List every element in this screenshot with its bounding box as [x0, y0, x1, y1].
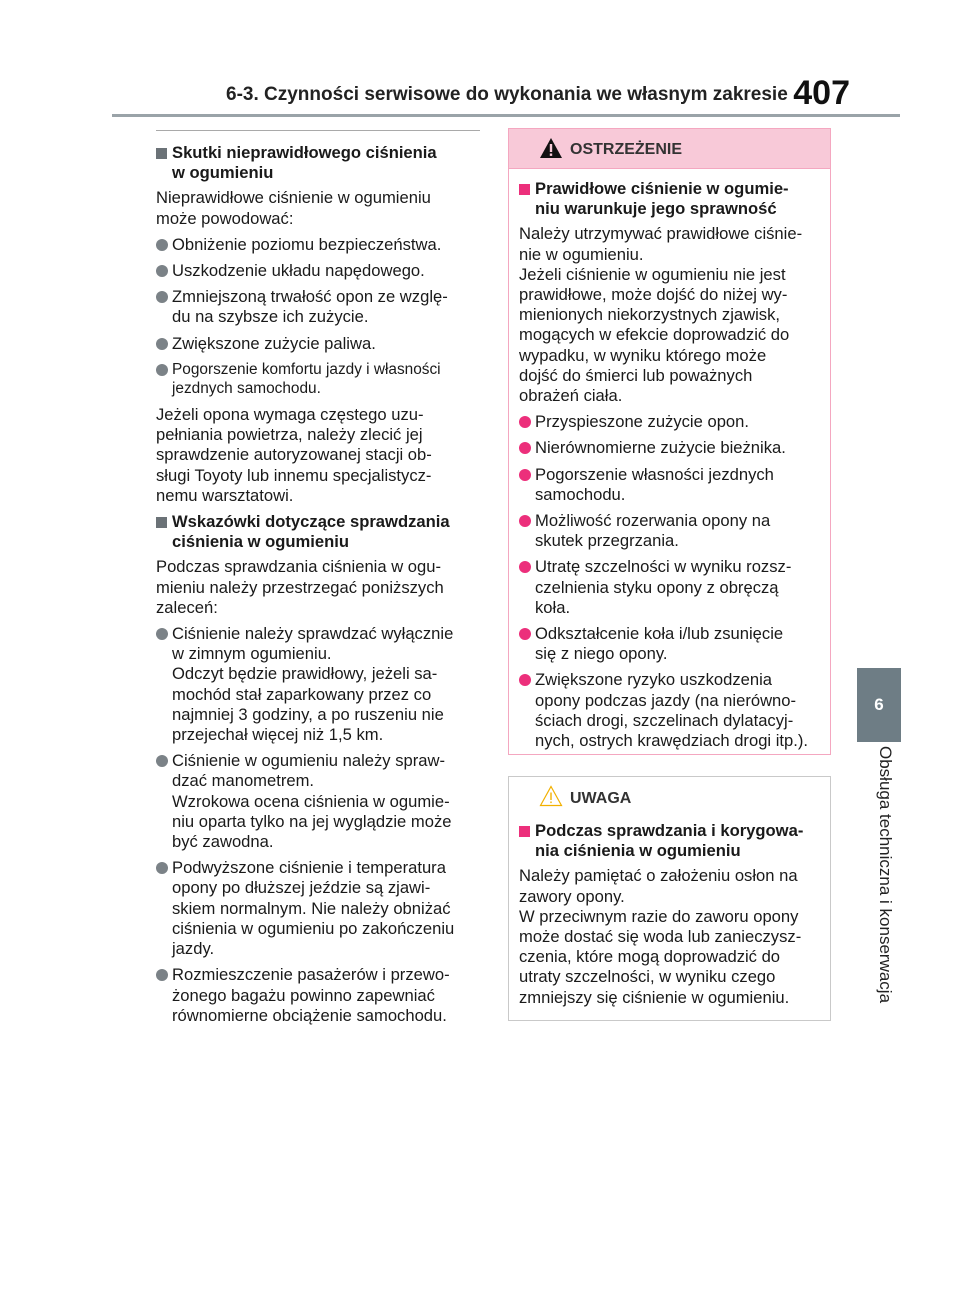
warning-box — [508, 128, 831, 755]
list-item: Obniżenie poziomu bezpieczeństwa. — [156, 235, 480, 255]
square-bullet-icon — [519, 184, 530, 195]
list-item: Uszkodzenie układu napędowego. — [156, 261, 480, 281]
bullet-dot-icon — [519, 469, 531, 481]
caution-title: UWAGA — [570, 790, 632, 807]
bullet-dot-icon — [156, 338, 168, 350]
page-header — [226, 74, 854, 112]
list-item: Zwiększone ryzyko uszkodzenia opony podczas jazdy (na nierówno- ściach drogi, szczelinach dylatacyj- nych, ostrych krawędziach drogi itp.). — [519, 670, 822, 751]
list-item: Nierównomierne zużycie bieżnika. — [519, 438, 822, 458]
warning-header — [509, 129, 830, 169]
caution-heading: Podczas sprawdzania i korygowa- nia ciśnienia w ogumieniu — [519, 821, 822, 861]
caution-triangle-icon — [539, 785, 563, 807]
paragraph: Podczas sprawdzania ciśnienia w ogu- mieniu należy przestrzegać poniższych zaleceń: — [156, 557, 444, 617]
list-item: Ciśnienie w ogumieniu należy spraw- dzać manometrem. Wzrokowa ocena ciśnienia w ogumie- niu oparta tylko na jej wyglądzie może być zawodna. — [156, 751, 480, 852]
header-title: 6-3. Czynności serwisowe do wykonania we własnym zakresie — [226, 84, 788, 105]
chapter-tab: 6 — [857, 668, 901, 742]
list-item: Możliwość rozerwania opony na skutek przegrzania. — [519, 511, 822, 551]
bullet-dot-icon — [519, 628, 531, 640]
paragraph: Jeżeli opona wymaga częstego uzu- pełniania powietrza, należy zlecić jej sprawdzenie autoryzowanej stacji ob- sługi Toyoty lub innemu specjalistycz- nemu warsztatowi. — [156, 405, 432, 505]
bullet-dot-icon — [156, 969, 168, 981]
list-item: Zmniejszoną trwałość opon ze wzglę- du na szybsze ich zużycie. — [156, 287, 480, 327]
paragraph: Nieprawidłowe ciśnienie w ogumieniu może powodować: — [156, 188, 431, 228]
bullet-dot-icon — [519, 442, 531, 454]
list-item: Zwiększone zużycie paliwa. — [156, 334, 480, 354]
section-rule — [156, 130, 480, 131]
list-item: Podwyższone ciśnienie i temperatura opony po dłuższej jeździe są zjawi- skiem normalnym. Nie należy obniżać ciśnienia w ogumieniu po zakończeniu jazdy. — [156, 858, 480, 959]
list-item: Pogorszenie własności jezdnych samochodu. — [519, 465, 822, 505]
chapter-title: Obsługa techniczna i konserwacja — [876, 746, 895, 1004]
warning-heading: Prawidłowe ciśnienie w ogumie- niu warunkuje jego sprawność — [519, 179, 822, 219]
bullet-dot-icon — [156, 291, 168, 303]
square-bullet-icon — [519, 826, 530, 837]
bullet-dot-icon — [156, 265, 168, 277]
page-number: 407 — [793, 74, 850, 112]
list-item: Utratę szczelności w wyniku rozsz- czelnienia styku opony z obręczą koła. — [519, 557, 822, 618]
left-column — [156, 130, 480, 1032]
bullet-dot-icon — [519, 416, 531, 428]
list-item: Odkształcenie koła i/lub zsunięcie się z niego opony. — [519, 624, 822, 664]
list-item: Rozmieszczenie pasażerów i przewo- żonego bagażu powinno zapewniać równomierne obciążenie samochodu. — [156, 965, 480, 1026]
paragraph: Należy pamiętać o założeniu osłon na zawory opony. W przeciwnym razie do zaworu opony może dostać się woda lub zanieczysz- czenia, które mogą doprowadzić do utraty szczelności, w wyniku czego zmniejszy się ciśnienie w ogumieniu. — [519, 866, 802, 1007]
caution-header — [509, 777, 830, 819]
bullet-dot-icon — [519, 674, 531, 686]
section-heading-effects: Skutki nieprawidłowego ciśnienia w ogumieniu — [156, 143, 480, 183]
list-item: Przyspieszone zużycie opon. — [519, 412, 822, 432]
square-bullet-icon — [156, 517, 167, 528]
square-bullet-icon — [156, 148, 167, 159]
section-heading-tips: Wskazówki dotyczące sprawdzania ciśnienia w ogumieniu — [156, 512, 480, 552]
bullet-dot-icon — [156, 364, 168, 376]
paragraph: Należy utrzymywać prawidłowe ciśnie- nie w ogumieniu. Jeżeli ciśnienie w ogumieniu nie jest prawidłowe, może dojść do niżej wy- mienionych niekorzystnych zjawisk, mogących w efekcie doprowadzić do wypadku, w wyniku którego może dojść do śmierci lub poważnych obrażeń ciała. — [519, 224, 803, 406]
bullet-dot-icon — [156, 239, 168, 251]
bullet-dot-icon — [156, 862, 168, 874]
caution-box — [508, 776, 831, 1021]
caution-body — [509, 819, 830, 1008]
list-item: Pogorszenie komfortu jazdy i własności jezdnych samochodu. — [156, 360, 480, 399]
bullet-dot-icon — [156, 628, 168, 640]
bullet-dot-icon — [156, 755, 168, 767]
bullet-dot-icon — [519, 561, 531, 573]
warning-triangle-icon — [539, 137, 563, 159]
bullet-dot-icon — [519, 515, 531, 527]
warning-body — [509, 169, 830, 751]
header-rule — [112, 114, 900, 117]
warning-title: OSTRZEŻENIE — [570, 141, 683, 158]
list-item: Ciśnienie należy sprawdzać wyłącznie w zimnym ogumieniu. Odczyt będzie prawidłowy, jeżeli sa- mochód stał zaparkowany przez co najmniej 3 godziny, a po ruszeniu nie przejechał więcej niż 1,5 km. — [156, 624, 480, 745]
